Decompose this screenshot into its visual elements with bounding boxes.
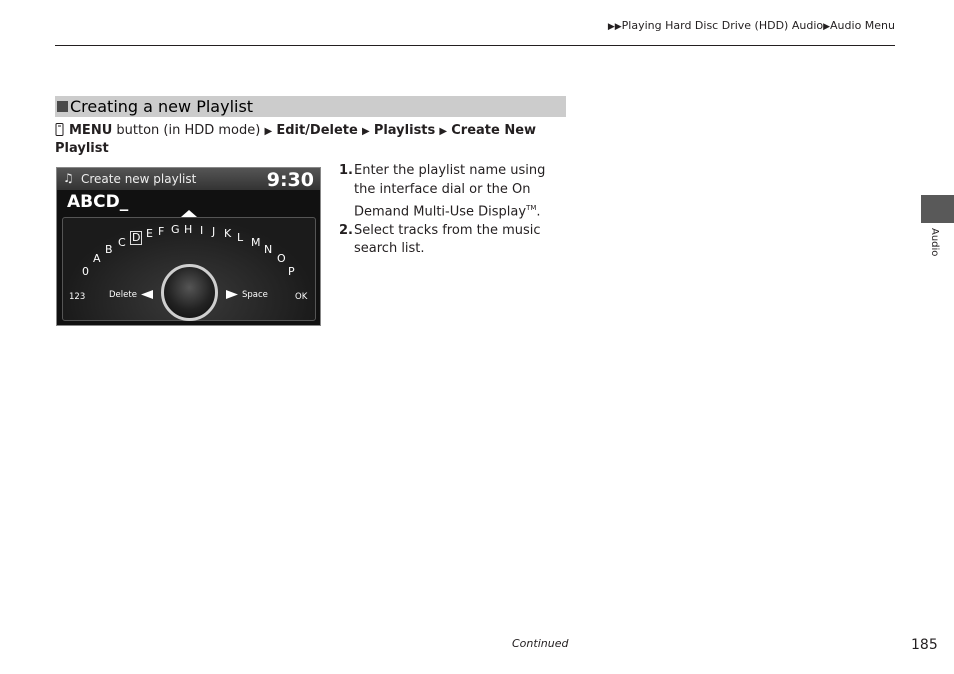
screen-entry-text: ABCD_ (67, 192, 129, 212)
create-new-playlist-label: Create New Playlist (55, 123, 537, 156)
step-text: Enter the playlist name using the interface dial or the On Demand Multi-Use Display (354, 163, 546, 220)
space-label: Space (242, 290, 268, 300)
page-number: 185 (911, 637, 938, 653)
letter-key: E (146, 227, 153, 240)
breadcrumb-separator-icon: ▶ (823, 22, 831, 32)
ok-key: OK (295, 292, 308, 302)
hdd-icon (55, 123, 64, 136)
letter-key: P (288, 265, 295, 278)
letter-key: K (224, 227, 232, 240)
letter-key: A (93, 252, 101, 265)
interface-dial-knob (161, 264, 218, 321)
menu-button-text: button (in HDD mode) (112, 123, 265, 138)
breadcrumb-part-2: Audio Menu (830, 19, 895, 32)
menu-label: MENU (69, 123, 113, 138)
breadcrumb-arrow-icon: ▶▶ (607, 22, 622, 32)
section-header (55, 96, 566, 117)
delete-arrow-icon (141, 290, 153, 299)
letter-key: L (237, 231, 244, 244)
numbers-key: 123 (69, 292, 86, 302)
letter-key: J (212, 225, 216, 238)
letter-key: I (200, 224, 204, 237)
delete-label: Delete (109, 290, 137, 300)
trademark-sup: TM (526, 204, 537, 212)
section-title: Creating a new Playlist (70, 97, 254, 116)
space-arrow-icon (226, 290, 238, 299)
up-arrow-icon (181, 210, 197, 217)
path-arrow-icon: ▶ (264, 126, 273, 137)
step-2 (339, 222, 569, 259)
music-note-icon: ♫ (63, 171, 74, 185)
step-text: Select tracks from the music search list. (354, 222, 541, 257)
step-number: 1. (339, 163, 353, 178)
letter-key: C (118, 236, 126, 249)
edit-delete-label: Edit/Delete (276, 123, 358, 138)
screen-clock: 9:30 (266, 169, 314, 191)
letter-key: H (184, 223, 193, 236)
screen-title: Create new playlist (81, 172, 197, 186)
letter-key: B (105, 243, 113, 256)
chapter-tab-label: Audio (929, 228, 940, 257)
steps-list (339, 162, 569, 259)
letter-key: O (277, 252, 286, 265)
letter-key: G (171, 223, 180, 236)
section-square-icon (57, 101, 68, 112)
letter-key: N (264, 243, 273, 256)
breadcrumb-part-1: Playing Hard Disc Drive (HDD) Audio (621, 19, 824, 32)
zero-key: 0 (82, 265, 89, 278)
letter-key: M (251, 236, 261, 249)
breadcrumb (608, 19, 895, 32)
chapter-tab (921, 195, 954, 223)
letter-key-selected: D (132, 231, 141, 244)
step-1 (339, 162, 569, 222)
playlists-label: Playlists (373, 123, 436, 138)
continued-label: Continued (512, 637, 569, 650)
header-rule (55, 45, 895, 46)
path-arrow-icon: ▶ (439, 126, 448, 137)
screen-image (56, 167, 321, 326)
step-number: 2. (339, 222, 353, 238)
letter-key: F (158, 225, 165, 238)
menu-path (55, 122, 575, 157)
step-end: . (536, 204, 541, 220)
path-arrow-icon: ▶ (361, 126, 370, 137)
